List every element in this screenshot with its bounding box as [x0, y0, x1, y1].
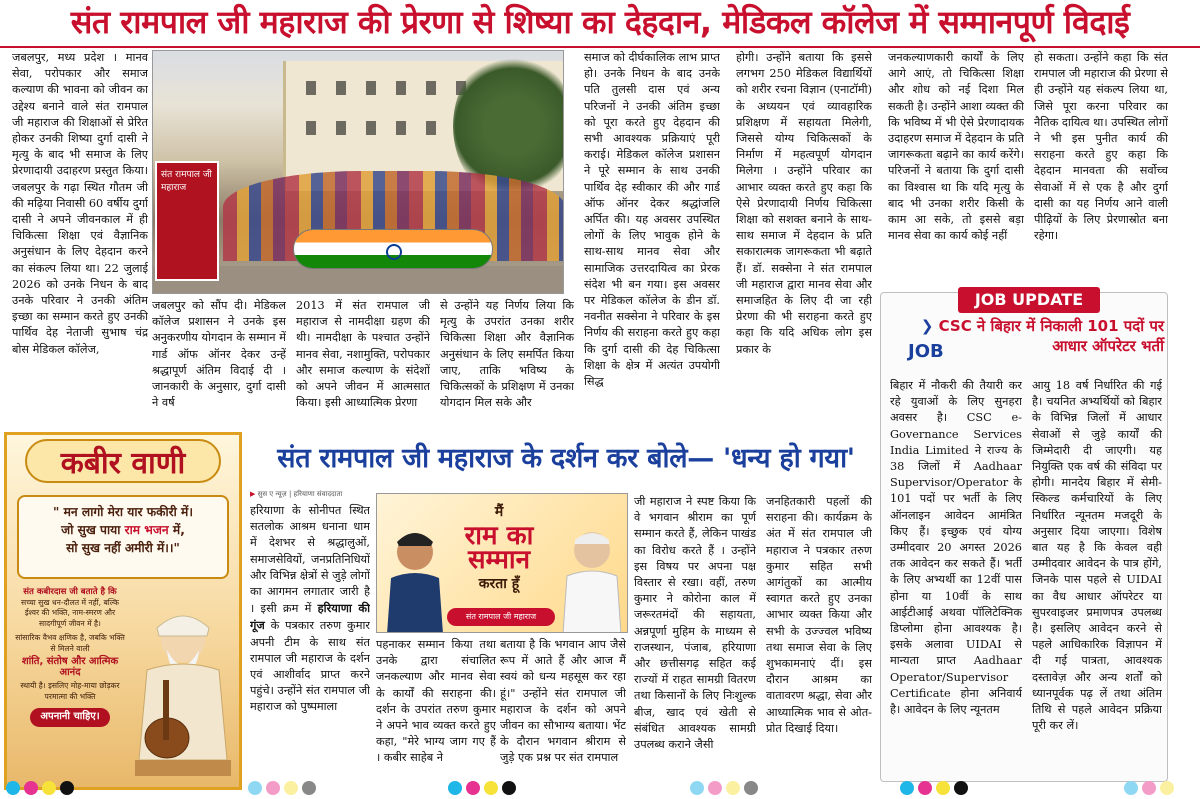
kabir-vani-box [4, 432, 242, 790]
story2-col3: बताया है कि भगवान आप जैसे रूप में आते हैं और आज मैं स्वयं को धन्य महसूस कर रहा हूं।" उन्होंने संत रामपाल जी महाराज के दर्शन को अपने जीवन का सौभाग्य बताया। भेंट के दौरान भगवान श्रीराम से जुड़े एक प्रश्न पर संत रामपाल [500, 638, 626, 765]
funeral-photo [152, 50, 564, 294]
story1-col7: जनकल्याणकारी कार्यों के लिए आगे आएं, तो चिकित्सा शिक्षा और शोध को नई दिशा मिल सकती है। उन्होंने आशा व्यक्त की कि भविष्य में भी ऐसे प्रेरणादायक उदाहरण समाज में देहदान के प्रति जागरूकता बढ़ाने का कार्य करेंगे। परिजनों ने बताया कि दुर्गा दासी का विश्वास था कि यदि मृत्यु के बाद भी उनका शरीर किसी के काम आ सके, तो इससे बड़ा मानव सेवा का कार्य कोई नहीं [888, 51, 1024, 243]
story1-col1: जबलपुर, मध्य प्रदेश । मानव सेवा, परोपकार और समाज कल्याण की भावना को जीवन का उद्देश्य बनाने वाले संत रामपाल जी महाराज की शिक्षाओं से प्रेरित होकर उनकी शिष्या दुर्गा दासी ने मृत्यु के बाद भी समाज के लिए प्रेरणादायी उदाहरण प्रस्तुत किया। जबलपुर के गढ़ा स्थित गौतम जी की मढ़िया निवासी 60 वर्षीय दुर्गा दासी ने अपने जीवनकाल में ही चिकित्सा शिक्षा एवं वैज्ञानिक अनुसंधान के लिए देहदान करने का संकल्प लिया था। 22 जुलाई 2026 को उनके निधन के बाद उनके परिवार ने उनकी अंतिम इच्छा का सम्मान करते हुए उनकी पार्थिव देह नेताजी सुभाष चंद्र बोस मेडिकल कॉलेज, [12, 51, 148, 356]
story1-col6: होगी। उन्होंने बताया कि इससे लगभग 250 मेडिकल विद्यार्थियों को शरीर रचना विज्ञान (एनाटॉमी) के अध्ययन एवं व्यावहारिक प्रशिक्षण में सहायता मिलेगी, जिससे योग्य चिकित्सकों के निर्माण में महत्वपूर्ण योगदान मिलेगा । उन्होंने परिवार का आभार व्यक्त करते हुए कहा कि ऐसे प्रेरणादायी निर्णय चिकित्सा शिक्षा को सशक्त बनाने के साथ-साथ समाज में देहदान के प्रति सकारात्मक जागरूकता भी बढ़ाते हैं। डॉ. सक्सेना ने संत रामपाल जी महाराज द्वारा मानव सेवा और समाजहित के लिए दी जा रही प्रेरणा की भी सराहना करते हुए कहा कि यदि अधिक लोग इस प्रकार के [736, 51, 872, 356]
ram-samman-image [376, 493, 628, 633]
photo-banner: संत रामपाल जी महाराज [155, 161, 219, 281]
headline-rule [0, 46, 1200, 48]
job-col1: बिहार में नौकरी की तैयारी कर रहे युवाओं के लिए सुनहरा अवसर है। CSC e-Governance Services India Limited ने राज्य के 38 जिलों में Aadhaar Supervisor/Operator के 101 पदों पर भर्ती के लिए ऑनलाइन आवेदन आमंत्रित किए हैं। इच्छुक एवं योग्य उम्मीदवार 20 अगस्त 2026 तक आवेदन कर सकते हैं। भर्ती के लिए अभ्यर्थी का 12वीं पास होना या 10वीं के साथ आईटीआई अथवा पॉलिटेक्निक डिप्लोमा होना आवश्यक है। इसके अलावा UIDAI से मान्यता प्राप्त Aadhaar Operator/Supervisor Certificate होना अनिवार्य है। आवेदन के लिए न्यूनतम [890, 379, 1022, 717]
registration-marks-right2 [1124, 781, 1174, 795]
story1-col2: जबलपुर को सौंप दी। मेडिकल कॉलेज प्रशासन ने उनके इस अनुकरणीय योगदान के सम्मान में गार्ड ऑफ ऑनर देकर उन्हें श्रद्धापूर्ण अंतिम विदाई दी । जानकारी के अनुसार, दुर्गा दासी ने वर्ष [152, 299, 286, 410]
registration-marks-right1 [900, 781, 968, 795]
story2-byline: ▶ सुस ए न्यूज़ | हरियाणा संवाददाता [250, 490, 343, 498]
job-logo-icon: JOB [908, 341, 944, 362]
tricolor-draped-body [293, 229, 493, 269]
story1-col8: हो सकता। उन्होंने कहा कि संत रामपाल जी महाराज की प्रेरणा से ही उन्होंने यह संकल्प लिया था, जिसे पूरा करना परिवार का नैतिक दायित्व था। उपस्थित लोगों ने भी इस पुनीत कार्य की सराहना करते हुए कहा कि देहदान मानवता की सर्वोच्च सेवाओं में से एक है और दुर्गा दासी का यह निर्णय आने वाली पीढ़ियों के लिए प्रेरणास्रोत बना रहेगा। [1034, 51, 1168, 243]
kabir-quote [17, 495, 229, 579]
story2-col4: जी महाराज ने स्पष्ट किया कि वे भगवान श्रीराम का पूर्ण सम्मान करते हैं, लेकिन पाखंड का विरोध करते हैं । उन्होंने इस विषय पर अपना पक्ष विस्तार से रखा। वहीं, तरुण कुमार ने कोरोना काल में जरूरतमंदों की सहायता, अन्नपूर्णा मुहिम के माध्यम से राजस्थान, पंजाब, हरियाणा और छत्तीसगढ़ सहित कई राज्यों में राहत सामग्री वितरण तथा किसानों के लिए निःशुल्क बीज, खाद एवं खेती से संबंधित आवश्यक सामग्री उपलब्ध कराने जैसी [634, 495, 756, 752]
story2-headline: संत रामपाल जी महाराज के दर्शन कर बोले— 'धन्य हो गया' [277, 443, 855, 474]
main-headline: संत रामपाल जी महाराज की प्रेरणा से शिष्या का देहदान, मेडिकल कॉलेज में सम्मानपूर्ण विदाई [70, 3, 1130, 41]
kabir-note: संत कबीरदास जी बताते है कि सच्चा सुख धन-दौलत में नहीं, बल्कि ईश्वर की भक्ति, नाम-स्मरण और सादगीपूर्ण जीवन में है। सांसारिक वैभव क्षणिक है, जबकि भक्ति से मिलने वाली शांति, संतोष और आत्मिक आनंद स्थायी है। इसलिए मोह-माया छोड़कर परमात्मा की भक्ति अपनानी चाहिए। [15, 587, 125, 727]
ram-samman-footer: संत रामपाल जी महाराज [447, 608, 555, 626]
story1-col5: समाज को दीर्घकालिक लाभ प्राप्त हो। उनके निधन के बाद उनके पति तुलसी दास एवं अन्य परिजनों ने उनकी अंतिम इच्छा को पूरा करते हुए देहदान की सभी आवश्यक प्रक्रियाएं पूरी कराई। मेडिकल कॉलेज प्रशासन ने पूरे सम्मान के साथ उनकी पार्थिव देह स्वीकार की और गार्ड ऑफ ऑनर देकर श्रद्धांजलि अर्पित की। यह अवसर उपस्थित लोगों के लिए भावुक होने के साथ-साथ मानव सेवा और सामाजिक उत्तरदायित्व का प्रेरक संदेश भी बन गया। इस अवसर पर मेडिकल कॉलेज के डीन डॉ. नवनीत सक्सेना ने परिवार के इस निर्णय की सराहना करते हुए कहा कि दुर्गा दासी की देह चिकित्सा शिक्षा के क्षेत्र में अत्यंत उपयोगी सिद्ध [584, 51, 720, 389]
story1-col3: 2013 में संत रामपाल जी महाराज से नामदीक्षा ग्रहण की थी। नामदीक्षा के पश्चात उन्होंने मानव सेवा, नशामुक्ति, परोपकार और समाज कल्याण के संदेशों को अपने जीवन में आत्मसात किया। इसी आध्यात्मिक प्रेरणा [296, 299, 430, 410]
quote-line-3: सो सुख नहीं अमीरी में।।" [66, 541, 180, 555]
job-headline: ❯ CSC ने बिहार में निकाली 101 पदों पर आधार ऑपरेटर भर्ती [920, 317, 1164, 355]
quote-line-1: " मन लागो मेरा यार फकीरी में। [53, 505, 193, 519]
registration-marks-mid1 [248, 781, 316, 795]
kabir-saint-illustration [127, 610, 239, 780]
registration-marks-left [6, 781, 74, 795]
ram-samman-title: मैं राम का सम्मान करता हूँ [464, 504, 534, 592]
job-col2: आयु 18 वर्ष निर्धारित की गई है। चयनित अभ्यर्थियों को बिहार के विभिन्न जिलों में आधार सेवाओं से जुड़े कार्यों की जिम्मेदारी दी जाएगी। यह नियुक्ति एक वर्ष की संविदा पर होगी। मानदेय बिहार में सेमी-स्किल्ड कर्मचारियों के लिए निर्धारित न्यूनतम मजदूरी के अनुसार दिया जाएगा। विशेष बात यह है कि केवल वही उम्मीदवार आवेदन के पात्र होंगे, जिनके पास पहले से UIDAI का वैध आधार ऑपरेटर या सुपरवाइजर प्रमाणपत्र उपलब्ध है। इसलिए आवेदन करने से पहले आधिकारिक विज्ञापन में दी गई पात्रता, आवश्यक दस्तावेज़ और अन्य शर्तों को ध्यानपूर्वक पढ़ लें तथा अंतिम तिथि से पहले आवेदन प्रक्रिया पूरी कर लें। [1032, 379, 1162, 733]
story2-col2: पहनाकर सम्मान किया तथा उनके द्वारा संचालित जनकल्याण और मानव सेवा के कार्यों की सराहना की।दर्शन के उपरांत तरुण कुमार ने अपने भाव व्यक्त करते हुए कहा, "मेरे भाग्य जाग गए हैं । कबीर साहेब ने [376, 638, 496, 765]
job-update-tag: JOB UPDATE [958, 287, 1100, 313]
quote-line-2: जो सुख पाया राम भजन में, [61, 523, 185, 537]
story1-col4: से उन्होंने यह निर्णय लिया कि मृत्यु के उपरांत उनका शरीर चिकित्सा शिक्षा और वैज्ञानिक अनुसंधान के लिए समर्पित किया जाए, ताकि भविष्य के चिकित्सकों के प्रशिक्षण में उनका योगदान मिल सके और [440, 299, 574, 410]
registration-marks-mid3 [690, 781, 758, 795]
story2-col5: जनहितकारी पहलों की सराहना की। कार्यक्रम के अंत में संत रामपाल जी महाराज ने पत्रकार तरुण कुमार सहित सभी आगंतुकों का आत्मीय स्वागत करते हुए उनका आभार व्यक्त किया और सभी के उज्ज्वल भविष्य तथा समाज सेवा के लिए शुभकामनाएं दीं। इस दौरान आश्रम का वातावरण श्रद्धा, सेवा और आध्यात्मिक भाव से ओत-प्रोत दिखाई दिया। [766, 495, 872, 735]
saint-figure [557, 520, 627, 633]
registration-marks-mid2 [448, 781, 516, 795]
kabir-cta: अपनानी चाहिए। [30, 708, 109, 727]
story2-col1: हरियाणा के सोनीपत स्थित सतलोक आश्रम धनाना धाम में देशभर से श्रद्धालुओं, समाजसेवियों, जनप्रतिनिधियों और विभिन्न क्षेत्रों से जुड़े लोगों का आगमन लगातार जारी है । इसी क्रम में हरियाणा की गूंज के पत्रकार तरुण कुमार अपनी टीम के साथ संत रामपाल जी महाराज के दर्शन एवं आशीर्वाद प्राप्त करने पहुंचे। उन्होंने संत रामपाल जी महाराज को पुष्पमाला [250, 504, 370, 714]
kabir-title: कबीर वाणी [60, 446, 186, 481]
